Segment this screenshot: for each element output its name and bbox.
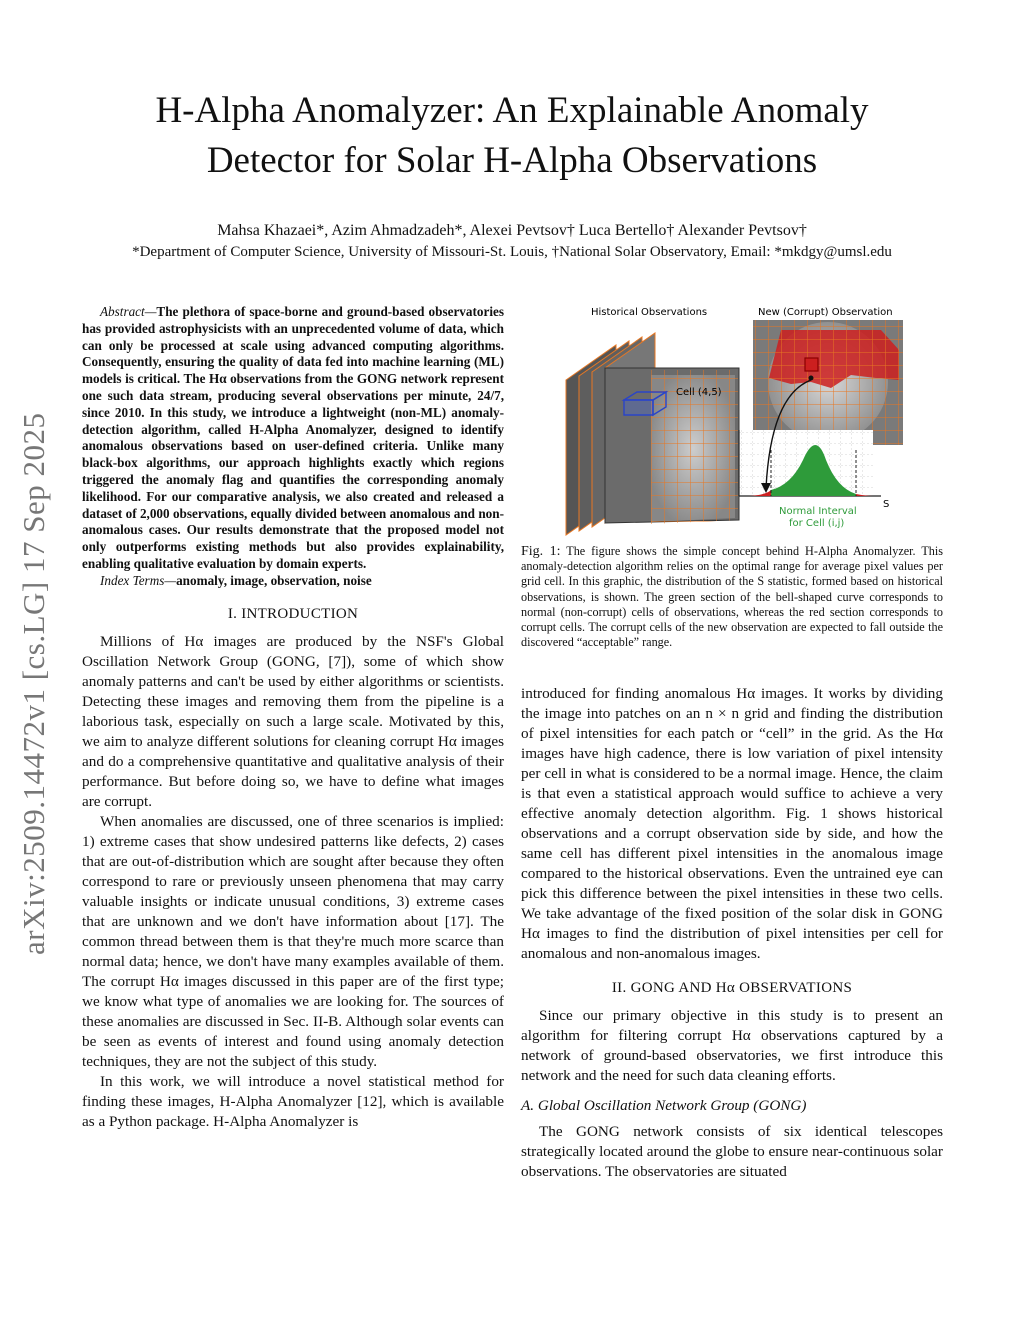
historical-stack <box>566 333 739 535</box>
section-heading-gong: II. GONG AND Hα OBSERVATIONS <box>611 980 853 996</box>
intro-paragraph-2: When anomalies are discussed, one of three scenarios is implied: 1) extreme cases that show undesired patterns like defects, 2) cases that are out-of-distribution which are sought after because they often correspond to rare or previously unseen phenomena that may carry valuable insights or indicate unusual conditions, 3) extreme cases that are unknown and we don't have information about [17]. The common thread between them is that they're much more scarce than normal data; hence, we don't have many examples available of them. The corrupt Hα images discussed in this paper are of the first type; we know what type of anomalies we are looking for. The sources of these anomalies are discussed in Sec. II-B. Although solar events can be seen as events of interest and found using anomaly detection techniques, they are not the subject of this study. <box>82 812 504 1070</box>
title-line-2: Detector for Solar H-Alpha Observations <box>206 140 818 181</box>
gong-paragraph-2: The GONG network consists of six identical telescopes strategically located around the globe to ensure near-continuous solar observations. The observatories are situated <box>521 1123 943 1180</box>
subsection-heading-gong: A. Global Oscillation Network Group (GONG) <box>521 1097 807 1114</box>
section-heading-introduction: I. INTRODUCTION <box>227 605 359 622</box>
author-list: Mahsa Khazaei*, Azim Ahmadzadeh*, Alexei Pevtsov† Luca Bertello† Alexander Pevtsov† <box>217 222 807 239</box>
x-axis-label: S <box>883 499 890 510</box>
label-cell: Cell (4,5) <box>676 387 722 398</box>
intro-paragraph-3: In this work, we will introduce a novel statistical method for finding these images, H-Alpha Anomalyzer [12], which is available as a Python package. H-Alpha Anomalyzer is <box>82 1072 504 1130</box>
figure-1-caption <box>521 544 943 650</box>
label-normal-interval: Normal Interval <box>779 506 857 517</box>
intro-paragraph-1: Millions of Hα images are produced by the NSF's Global Oscillation Network Group (GONG, [7]), some of which show anomaly patterns and can't be used by either algorithms or scientists. Detecting these images and removing them from the pipeline is a laborious task, especially on such a large scale. Motivated by this, we aim to analyze different solutions for cleaning corrupt Hα images and do a comprehensive quantitative and qualitative analysis of their performance. But before doing so, we have to define what images are corrupt. <box>82 632 504 810</box>
affiliation: *Department of Computer Science, University of Missouri-St. Louis, †National Solar Observatory, Email: *mkdgy@umsl.edu <box>132 244 892 260</box>
figure-1-graphic <box>521 300 943 540</box>
label-for-cell: for Cell (i,j) <box>789 518 845 529</box>
label-new-observation: New (Corrupt) Observation <box>758 307 893 318</box>
arxiv-identifier: arXiv:2509.14472v1 [cs.LG] 17 Sep 2025 <box>16 412 51 955</box>
right-paragraph-1: introduced for finding anomalous Hα images. It works by dividing the image into patches on an n × n grid and finding the distribution of pixel intensities for each patch or “cell” in the grid. As the Hα images have high cadence, there is low variation of pixel intensity per cell in what is considered to be a normal image. Hence, the claim is that even a statistical approach would suffice to achieve a very effective anomaly detection algorithm. Fig. 1 shows historical observations and a corrupt observation side by side, and how the same cell has different pixel intensities in the anomalous image compared to the historical observations. Even the untrained eye can pick this difference between the pixel intensities in these two cells. We take advantage of the fixed position of the solar disk in GONG Hα images to find the distribution of pixel intensities per cell for anomalous and non-anomalous images. <box>521 685 943 962</box>
abstract-text: The plethora of space-borne and ground-based observatories has provided astrophysicists with an unprecedented volume of data, which can only be processed at scale using advanced computing algorithms. Consequently, ensuring the quality of data fed into machine learning (ML) models is critical. The Hα observations from the GONG network represent one such data stream, producing several observations per minute, 24/7, since 2010. In this study, we introduce a lightweight (non-ML) anomaly-detection algorithm, called H-Alpha Anomalyzer, designed to identify anomalous observations based on user-defined criteria. Unlike many black-box algorithms, our approach highlights exactly which regions triggered the anomaly flag and quantifies the corresponding anomaly likelihood. For our comparative analysis, we also created and released a dataset of 2,000 observations, equally divided between anomalous and non-anomalous cases. Our results demonstrate that the proposed model not only outperforms existing methods but also provides explainability, enabling qualitative evaluation by domain experts. <box>82 304 504 571</box>
right-column <box>521 684 943 1182</box>
corrupt-cell <box>805 358 818 371</box>
caption-text: The figure shows the simple concept behind H-Alpha Anomalyzer. This anomaly-detection algorithm relies on the optimal range for average pixel values per grid cell. In this graphic, the distribution of the S statistic, formed based on historical observations, is shown. The green section of the bell-shaped curve corresponds to normal (non-corrupt) cells of observations, whereas the red section corresponds to corrupt cells. The corrupt cells of the new observation are expected to fall outside the discovered “acceptable” range. <box>521 544 943 650</box>
index-terms-text: anomaly, image, observation, noise <box>176 572 372 588</box>
left-column <box>82 304 504 1132</box>
abstract <box>82 304 504 573</box>
index-terms <box>82 573 504 590</box>
cube-front <box>624 400 653 415</box>
paper-title <box>0 86 1024 186</box>
label-historical-observations: Historical Observations <box>591 307 708 318</box>
gong-paragraph-1: Since our primary objective in this study is to present an algorithm for filtering corrupt Hα observations captured by a network of ground-based observatories, we first introduce this network and the need for such data cleaning efforts. <box>521 1007 943 1084</box>
figure-1 <box>521 300 943 540</box>
index-terms-label: Index Terms— <box>100 572 177 588</box>
title-line-1: H-Alpha Anomalyzer: An Explainable Anomaly <box>155 90 869 131</box>
abstract-label: Abstract— <box>100 304 157 319</box>
cell-marker-dot <box>809 376 814 381</box>
caption-label: Fig. 1: <box>521 544 561 559</box>
